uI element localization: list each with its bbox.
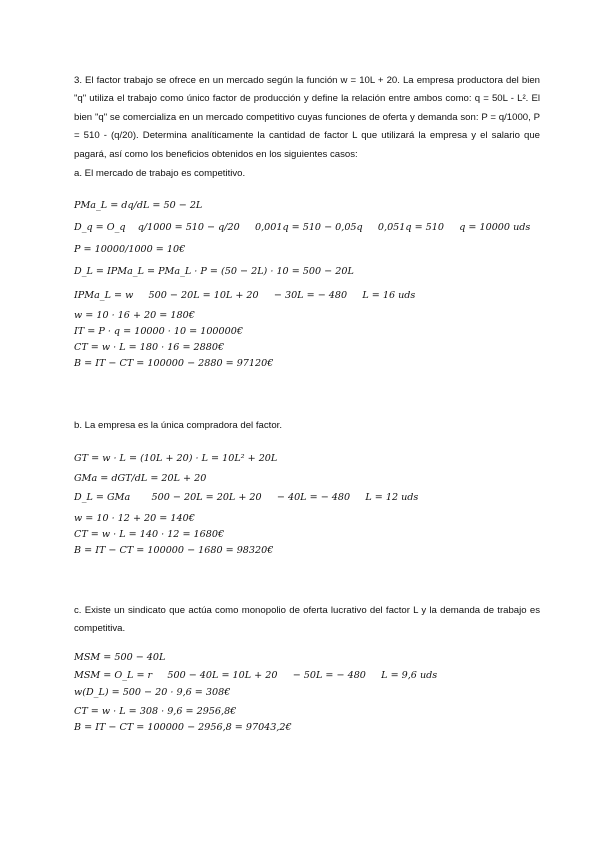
section-a-heading: a. El mercado de trabajo es competitivo.	[74, 168, 246, 179]
equation-b-2: GMa = dGT/dL = 20L + 20	[74, 473, 207, 484]
equation-b-1: GT = w · L = (10L + 20) · L = 10L² + 20L	[74, 453, 278, 464]
problem-statement: 3. El factor trabajo se ofrece en un mercado según la función w = 10L + 20. La empresa productora del bien "q" utiliza el trabajo como único factor de producción y define la relación entre ambos como: q = 50L - L². El bien "q" se comercializa en un mercado competitivo cuyas funciones de oferta y demanda son: P = q/1000, P = 510 - (q/20). Determina analíticamente la cantidad de factor L que utilizará la empresa y el salario que pagará, así como los beneficios obtenidos en los siguientes casos:	[74, 75, 540, 160]
equation-b-3: D_L = GMa 500 − 20L = 20L + 20 − 40L = − 480 L = 12 uds	[74, 492, 419, 503]
equation-a-1: PMa_L = dq/dL = 50 − 2L	[74, 200, 203, 211]
equation-c-3: w(D_L) = 500 − 20 · 9,6 = 308€	[74, 687, 231, 698]
section-c-heading: c. Existe un sindicato que actúa como monopolio de oferta lucrativo del factor L y la demanda de trabajo es competitiva.	[74, 605, 540, 635]
equation-b-4: w = 10 · 12 + 20 = 140€	[74, 513, 195, 524]
section-b-heading: b. La empresa es la única compradora del factor.	[74, 420, 282, 431]
equation-a-9: B = IT − CT = 100000 − 2880 = 97120€	[74, 358, 274, 369]
equation-c-2: MSM = O_L = r 500 − 40L = 10L + 20 − 50L = − 480 L = 9,6 uds	[74, 670, 438, 681]
equation-b-6: B = IT − CT = 100000 − 1680 = 98320€	[74, 545, 274, 556]
equation-a-7: IT = P · q = 10000 · 10 = 100000€	[74, 326, 243, 337]
equation-c-4: CT = w · L = 308 · 9,6 = 2956,8€	[74, 706, 237, 717]
equation-c-1: MSM = 500 − 40L	[74, 652, 166, 663]
equation-c-5: B = IT − CT = 100000 − 2956,8 = 97043,2€	[74, 722, 292, 733]
equation-a-8: CT = w · L = 180 · 16 = 2880€	[74, 342, 225, 353]
equation-a-5: IPMa_L = w 500 − 20L = 10L + 20 − 30L = − 480 L = 16 uds	[74, 290, 416, 301]
equation-a-4: D_L = IPMa_L = PMa_L · P = (50 − 2L) · 10 = 500 − 20L	[74, 266, 354, 277]
equation-a-3: P = 10000/1000 = 10€	[74, 244, 186, 255]
equation-a-2: D_q = O_q q/1000 = 510 − q/20 0,001q = 510 − 0,05q 0,051q = 510 q = 10000 uds	[74, 222, 531, 233]
equation-b-5: CT = w · L = 140 · 12 = 1680€	[74, 529, 225, 540]
equation-a-6: w = 10 · 16 + 20 = 180€	[74, 310, 195, 321]
